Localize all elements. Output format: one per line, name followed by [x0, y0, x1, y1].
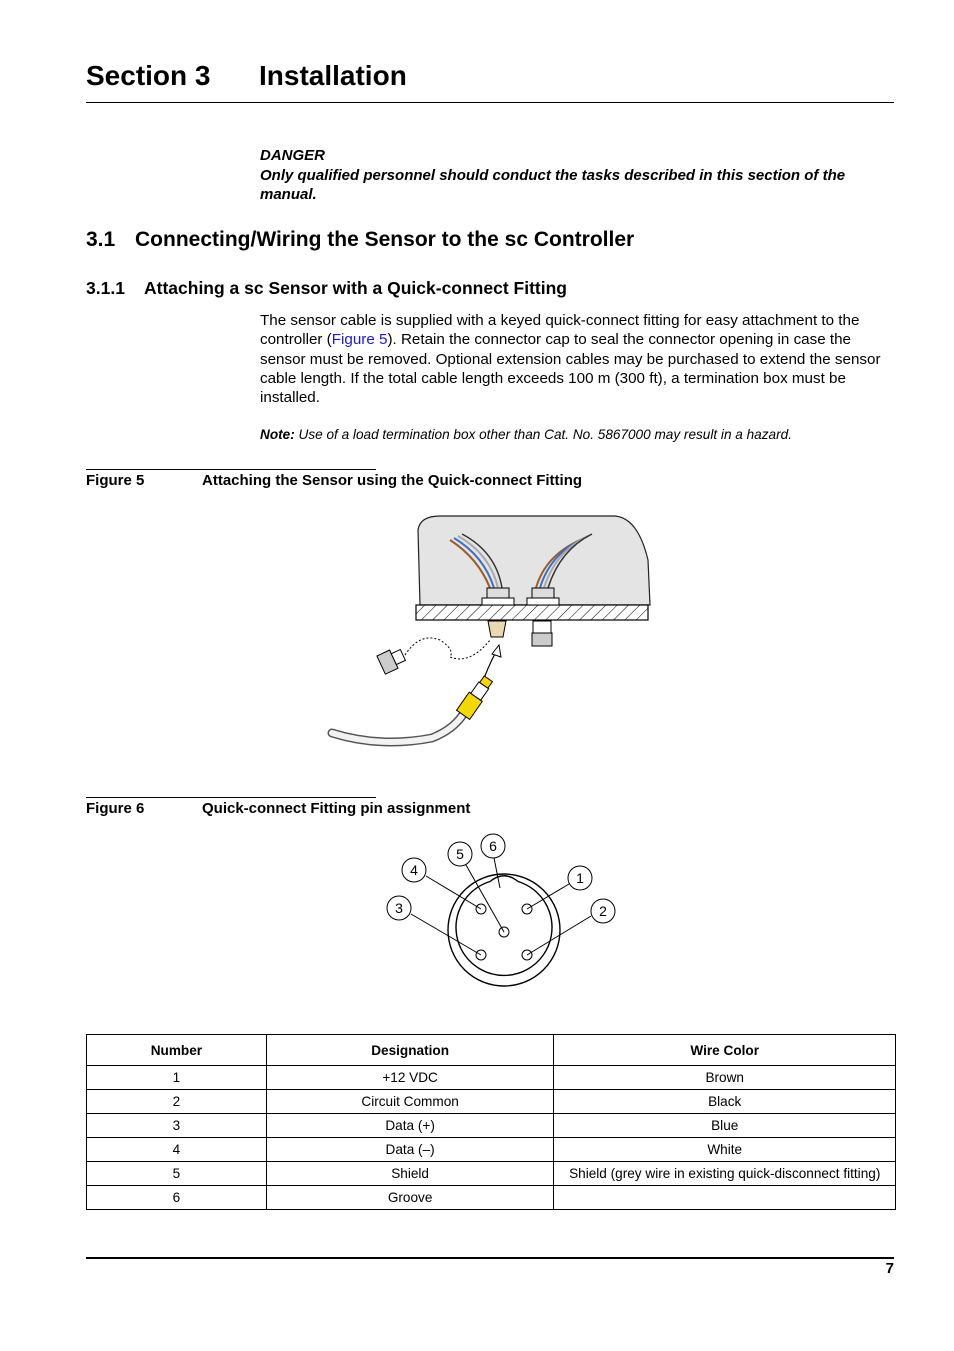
cell-designation: +12 VDC — [266, 1066, 554, 1090]
heading-3-1-1 — [86, 278, 567, 299]
table-row — [87, 1114, 896, 1138]
cell-designation: Data (–) — [266, 1138, 554, 1162]
figure-5-rule — [86, 469, 376, 470]
table-row — [87, 1090, 896, 1114]
cell-number: 2 — [87, 1090, 267, 1114]
table-row — [87, 1162, 896, 1186]
heading-3-1-1-number: 3.1.1 — [86, 278, 125, 298]
header-number: Number — [87, 1035, 267, 1066]
cell-number: 3 — [87, 1114, 267, 1138]
cell-wire-color: White — [554, 1138, 896, 1162]
callout-5-label: 5 — [456, 846, 464, 862]
cell-designation: Data (+) — [266, 1114, 554, 1138]
footer-rule — [86, 1257, 894, 1259]
cell-wire-color: Shield (grey wire in existing quick-disconnect fitting) — [554, 1162, 896, 1186]
title-rule — [86, 102, 894, 103]
figure-5-caption — [86, 472, 582, 489]
figure-5-number: Figure 5 — [86, 472, 145, 489]
cell-number: 5 — [87, 1162, 267, 1186]
cell-designation: Shield — [266, 1162, 554, 1186]
cell-number: 6 — [87, 1186, 267, 1210]
danger-notice — [260, 146, 890, 205]
table-row — [87, 1138, 896, 1162]
sensor-connector — [457, 674, 495, 719]
cell-designation: Circuit Common — [266, 1090, 554, 1114]
callout-2-label: 2 — [599, 903, 607, 919]
section-title — [86, 60, 407, 92]
heading-3-1-number: 3.1 — [86, 228, 116, 251]
heading-3-1-1-title: Attaching a sc Sensor with a Quick-connect Fitting — [144, 278, 567, 298]
header-designation: Designation — [266, 1035, 554, 1066]
danger-text: Only qualified personnel should conduct the tasks described in this section of the manual. — [260, 166, 846, 203]
body-text-part1: The sensor cable is supplied with a keyed quick-connect fitting for easy attachment to the controller ( — [260, 312, 860, 349]
callout-3-label: 3 — [395, 900, 403, 916]
heading-3-1 — [86, 228, 634, 252]
cell-designation: Groove — [266, 1186, 554, 1210]
connector-cap — [377, 646, 407, 674]
body-paragraph — [260, 311, 896, 407]
section-name: Installation — [259, 60, 407, 91]
figure-5-title: Attaching the Sensor using the Quick-connect Fitting — [202, 472, 583, 489]
callout-1-label: 1 — [576, 870, 584, 886]
note-label: Note: — [260, 427, 295, 442]
heading-3-1-title: Connecting/Wiring the Sensor to the sc Controller — [135, 228, 635, 251]
figure-5-illustration — [320, 505, 660, 755]
note — [260, 427, 896, 442]
figure-6-title: Quick-connect Fitting pin assignment — [202, 800, 471, 817]
figure-6-caption — [86, 800, 470, 817]
body-text-part2: ). Retain the connector cap to seal the connector opening in case the sensor must be removed. Optional extension cables may be purchased to extend the sensor cable length. If the total cable length exceeds 100 m (300 ft), a termination box must be installed. — [260, 331, 881, 407]
page-number: 7 — [885, 1260, 894, 1277]
section-number: Section 3 — [86, 60, 211, 91]
figure-5-link[interactable]: Figure 5 — [331, 331, 388, 349]
table-header-row — [87, 1035, 896, 1066]
figure-6-rule — [86, 797, 376, 798]
table-row — [87, 1186, 896, 1210]
cell-number: 4 — [87, 1138, 267, 1162]
cell-wire-color: Brown — [554, 1066, 896, 1090]
pin-assignment-table — [86, 1034, 896, 1210]
note-text: Use of a load termination box other than Cat. No. 5867000 may result in a hazard. — [298, 427, 792, 442]
controller-panel-hatch — [416, 605, 648, 620]
figure-6-number: Figure 6 — [86, 800, 145, 817]
table-row — [87, 1066, 896, 1090]
cell-wire-color — [554, 1186, 896, 1210]
header-wire-color: Wire Color — [554, 1035, 896, 1066]
callout-6-label: 6 — [489, 838, 497, 854]
cell-wire-color: Blue — [554, 1114, 896, 1138]
callout-4-label: 4 — [410, 862, 418, 878]
cell-wire-color: Black — [554, 1090, 896, 1114]
cell-number: 1 — [87, 1066, 267, 1090]
danger-label: DANGER — [260, 147, 326, 164]
figure-6-pin-diagram — [370, 825, 630, 995]
